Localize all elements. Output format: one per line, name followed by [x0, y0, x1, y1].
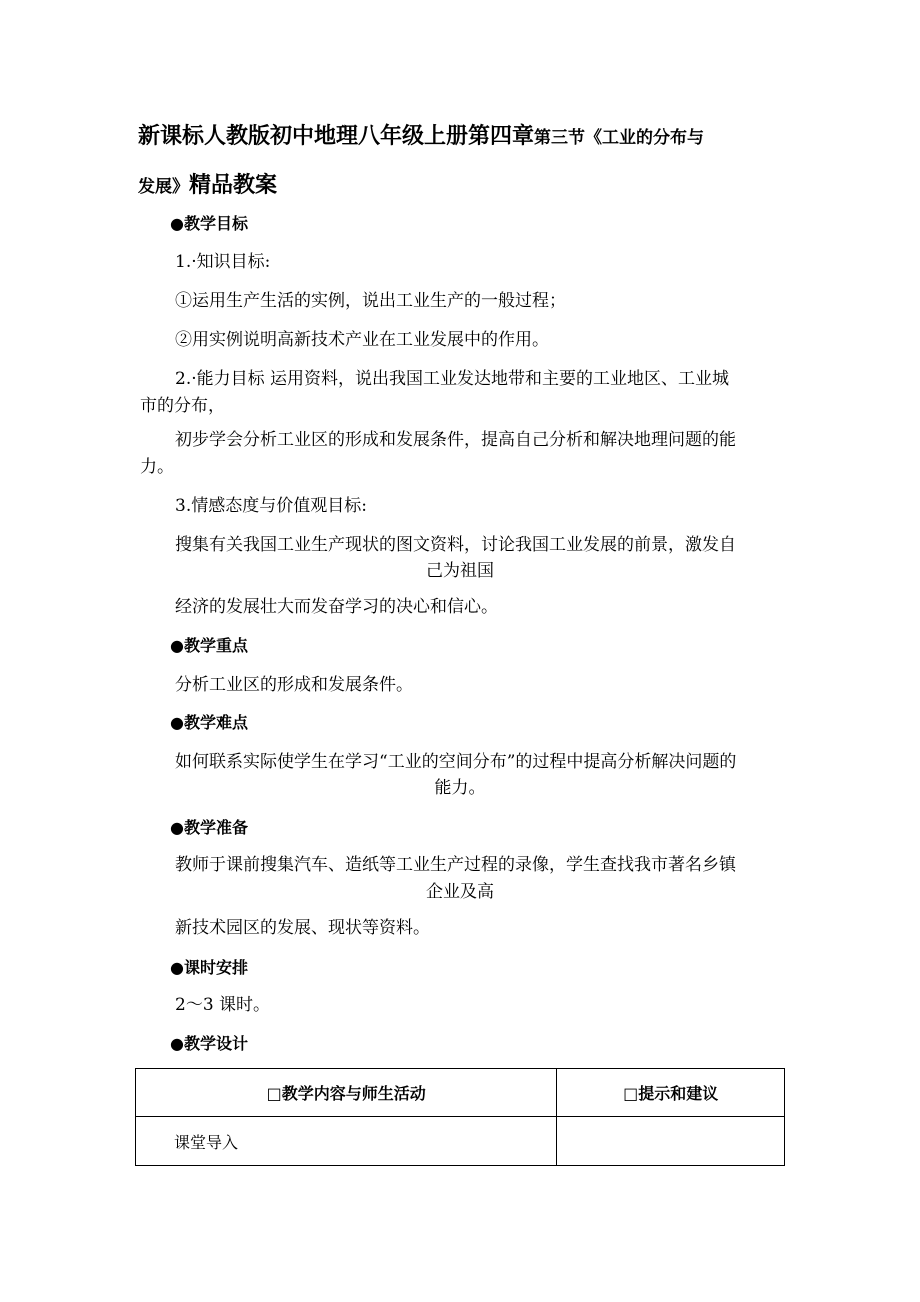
preparation-heading: ●教学准备	[170, 818, 248, 837]
title-main-continued: 精品教案	[189, 173, 278, 198]
knowledge-goal: 1.·知识目标:	[175, 252, 271, 272]
key-points-text: 分析工业区的形成和发展条件。	[175, 675, 413, 695]
document-title-line2	[138, 175, 788, 197]
title-sub-continued: 发展》	[138, 177, 189, 197]
table-header-row	[136, 1069, 785, 1117]
title-sub: 第三节《工业的分布与	[534, 128, 705, 148]
title-main: 新课标人教版初中地理八年级上册第四章	[138, 124, 535, 149]
table-cell-tips	[557, 1117, 785, 1166]
document-title-line1	[138, 126, 788, 148]
table-cell-text: 课堂导入	[174, 1132, 239, 1152]
attitude-para-line-1: 搜集有关我国工业生产现状的图文资料，讨论我国工业发展的前景，激发自	[175, 535, 736, 555]
ability-goal-line-2: 市的分布，	[140, 396, 225, 416]
preparation-line-3: 新技术园区的发展、现状等资料。	[175, 918, 430, 938]
ability-para-line-1: 初步学会分析工业区的形成和发展条件，提高自己分析和解决地理问题的能	[175, 430, 736, 450]
attitude-para-line-3: 经济的发展壮大而发奋学习的决心和信心。	[175, 597, 498, 617]
attitude-para-line-2: 己为祖国	[426, 561, 494, 581]
table-cell-content	[136, 1117, 557, 1166]
objectives-heading: ●教学目标	[170, 214, 248, 233]
difficulties-line-1: 如何联系实际使学生在学习“工业的空间分布”的过程中提高分析解决问题的	[175, 752, 737, 772]
schedule-heading: ●课时安排	[170, 958, 248, 977]
schedule-text: 2～3 课时。	[175, 995, 271, 1015]
knowledge-item-1: ①运用生产生活的实例，说出工业生产的一般过程；	[175, 291, 566, 311]
preparation-line-2: 企业及高	[426, 882, 494, 902]
ability-goal-line-1: 2.·能力目标 运用资料，说出我国工业发达地带和主要的工业地区、工业城	[175, 369, 730, 389]
preparation-line-1: 教师于课前搜集汽车、造纸等工业生产过程的录像，学生查找我市著名乡镇	[175, 855, 736, 875]
table-header-tips: □提示和建议	[557, 1069, 785, 1117]
attitude-goal: 3.情感态度与价值观目标:	[175, 496, 367, 516]
knowledge-item-2: ②用实例说明高新技术产业在工业发展中的作用。	[175, 330, 549, 350]
difficulties-heading: ●教学难点	[170, 713, 248, 732]
key-points-heading: ●教学重点	[170, 636, 248, 655]
teaching-design-table	[135, 1068, 785, 1166]
ability-para-line-2: 力。	[140, 457, 174, 477]
table-header-content: □教学内容与师生活动	[136, 1069, 557, 1117]
table-row	[136, 1117, 785, 1166]
difficulties-line-2: 能力。	[434, 778, 486, 798]
design-heading: ●教学设计	[170, 1034, 248, 1053]
